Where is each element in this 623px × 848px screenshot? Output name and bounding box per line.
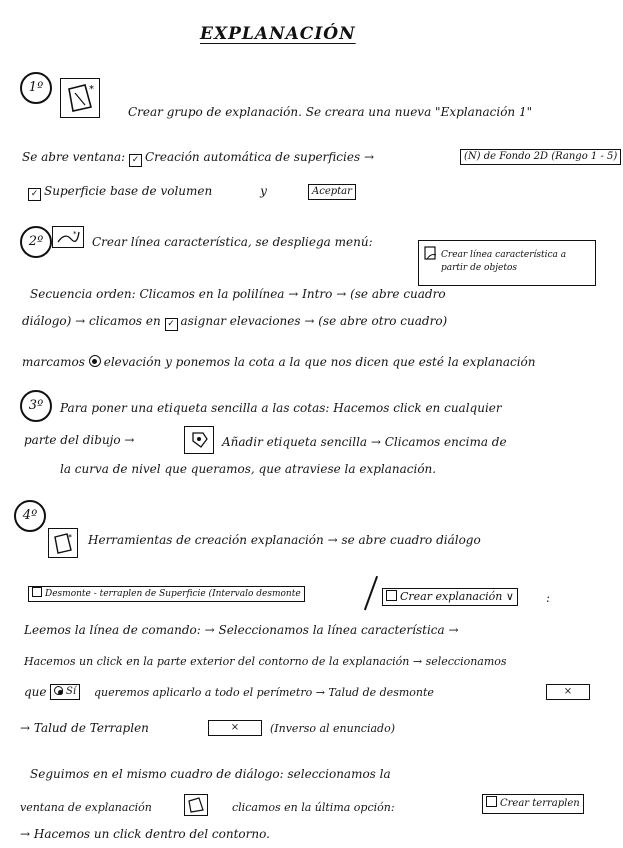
step-2-line-1: Crear línea característica, se despliega menú: xyxy=(92,235,373,249)
last-option-text: clicamos en la última opción: xyxy=(232,801,395,814)
step-4-line-2: Leemos la línea de comando: → Seleccionamos la línea característica → xyxy=(24,623,459,637)
checkbox-icon: ✓ xyxy=(28,188,41,201)
arrow-icon: → xyxy=(363,150,374,164)
step-4-line-8: → Hacemos un click dentro del contorno. xyxy=(20,827,270,841)
create-grading-label: Crear explanación xyxy=(400,590,503,603)
create-fill-text: Crear terraplen xyxy=(500,798,580,809)
checkbox-icon: ✓ xyxy=(165,318,178,331)
auto-surface-label: Creación automática de superficies xyxy=(144,150,361,164)
base-surface-label: Superficie base de volumen xyxy=(44,184,213,198)
step-4-line-3: Hacemos un click en la parte exterior del contorno de la explanación → seleccionamos xyxy=(24,655,507,668)
step-4-line-7 xyxy=(20,800,152,816)
step-3-number: 3º xyxy=(20,390,52,422)
mark-text: marcamos xyxy=(22,355,85,369)
step-2-line-3 xyxy=(22,313,447,331)
svg-text:*: * xyxy=(68,533,72,542)
apply-perimeter-text: queremos aplicarlo a todo el perímetro → Talud de desmonte xyxy=(94,686,434,699)
checkbox-icon: ✓ xyxy=(129,154,142,167)
grading-window-text: ventana de explanación xyxy=(20,801,152,814)
other-dialog-text: → (se abre otro cuadro) xyxy=(304,314,448,328)
assign-elevations-label: asignar elevaciones xyxy=(180,314,301,328)
step-1-line-3 xyxy=(28,183,267,201)
step-1-number: 1º xyxy=(20,72,52,104)
step-4-line-4 xyxy=(24,684,47,700)
dialog-text: diálogo) → clicamos en xyxy=(22,314,161,328)
feature-line-objects-icon xyxy=(423,245,439,263)
conjunction-text: y xyxy=(260,184,267,198)
accept-button-sketch: Aceptar xyxy=(308,184,356,200)
that-text: que xyxy=(24,685,47,699)
feature-line-icon xyxy=(52,226,84,248)
feature-line-menu-text: Crear línea característica a partir de objetos xyxy=(441,250,567,273)
step-2-number: 2º xyxy=(20,226,52,258)
grading-window-icon xyxy=(184,794,208,816)
step-3-line-1: Para poner una etiqueta sencilla a las cotas: Hacemos click en cualquier xyxy=(60,401,502,415)
step-2-line-2: Secuencia orden: Clicamos en la polilínea → Intro → (se abre cuadro xyxy=(30,287,446,301)
yes-option-box xyxy=(50,684,80,700)
inverse-note-text: (Inverso al enunciado) xyxy=(270,722,395,735)
step-1-line-1: Crear grupo de explanación. Se creara una nueva "Explanación 1" xyxy=(128,105,533,119)
step-1-window-label: Se abre ventana: xyxy=(22,150,126,164)
radio-selected-icon xyxy=(54,686,63,695)
mdt-field-box: (N) de Fondo 2D (Rango 1 - 5) xyxy=(460,149,621,165)
cut-fill-surface-text: Desmonte - terraplen de Superficie (Intervalo desmonte xyxy=(45,589,301,599)
chevron-down-icon: ∨ xyxy=(505,590,514,603)
elevation-instruction: y ponemos la cota a la que nos dicen que esté la explanación xyxy=(165,355,536,369)
svg-text:*: * xyxy=(73,230,77,238)
create-grading-box xyxy=(382,588,518,606)
grading-creation-tools-icon xyxy=(48,528,78,558)
fill-slope-text: → Talud de Terraplen xyxy=(20,721,149,735)
step-2-line-4 xyxy=(22,354,536,370)
add-label-icon xyxy=(184,426,214,454)
create-fill-box xyxy=(482,794,584,814)
add-simple-label-text: Añadir etiqueta sencilla → Clicamos encima de xyxy=(222,435,507,449)
step-4-number: 4º xyxy=(14,500,46,532)
feature-line-menu-box xyxy=(418,240,596,286)
step-4-line-6: Seguimos en el mismo cuadro de diálogo: seleccionamos la xyxy=(30,767,391,781)
page-title: EXPLANACIÓN xyxy=(200,24,356,44)
step-3-line-3: la curva de nivel que queramos, que atraviese la explanación. xyxy=(60,462,437,476)
svg-text:*: * xyxy=(89,84,94,95)
cut-fill-surface-box xyxy=(28,586,305,602)
fill-slope-field: × xyxy=(208,720,262,736)
yes-option-text: Sí xyxy=(66,686,77,697)
step-3-line-2 xyxy=(24,432,135,448)
slash-divider xyxy=(364,576,378,610)
explanation-group-icon xyxy=(60,78,100,118)
create-fill-icon xyxy=(486,796,497,807)
drawing-part-text: parte del dibujo → xyxy=(24,433,135,447)
colon-text: : xyxy=(546,591,551,605)
cut-slope-field: × xyxy=(546,684,590,700)
radio-selected-icon xyxy=(89,355,101,367)
step-1-line-2 xyxy=(22,149,374,167)
elevation-label: elevación xyxy=(103,355,162,369)
step-4-line-1: Herramientas de creación explanación → se abre cuadro diálogo xyxy=(88,533,481,547)
create-grading-icon xyxy=(386,590,397,601)
grading-icon xyxy=(32,587,42,597)
